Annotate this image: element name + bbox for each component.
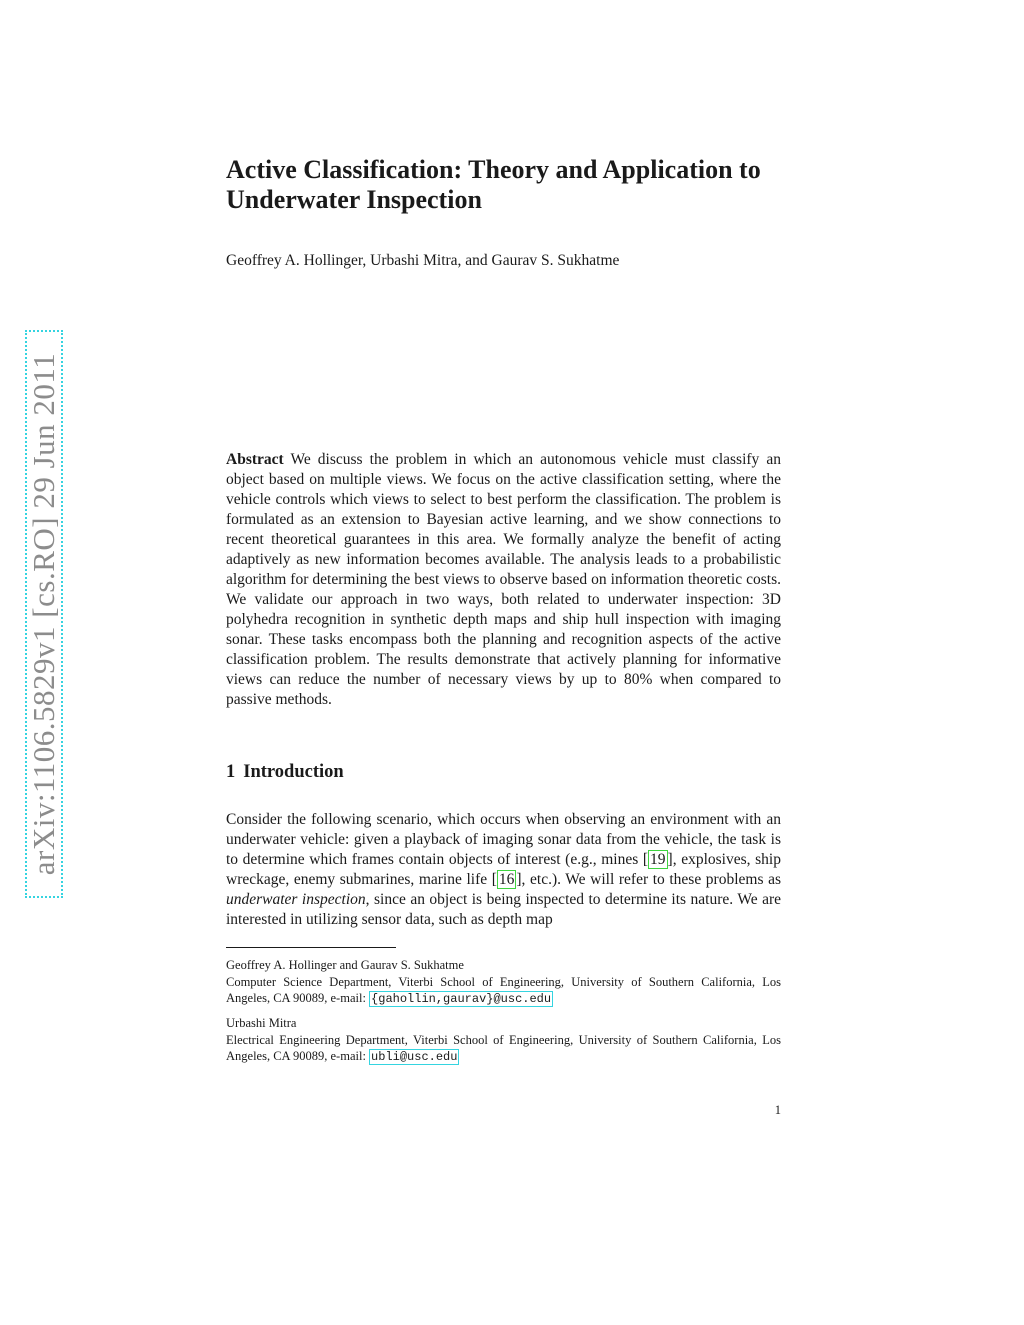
intro-text-1: Consider the following scenario, which occurs when observing an environment with an underwater vehicle: given a playback of imaging sonar data from the vehicle, the task is to determine which frames contain objects of interest (e.g., mines [ [226, 811, 781, 868]
page-number: 1 [774, 1103, 781, 1117]
intro-text-3: ], etc.). We will refer to these problems as [516, 871, 781, 888]
abstract-label: Abstract [226, 451, 284, 468]
footnote-author-name: Urbashi Mitra [226, 1016, 297, 1030]
abstract-text: We discuss the problem in which an autonomous vehicle must classify an object based on multiple views. We focus on the active classification setting, where the vehicle controls which views to select to best perform the classification. The problem is formulated as an extension to Bayesian active learning, and we show connections to recent theoretical guarantees in this area. We formally analyze the benefit of acting adaptively as new information becomes available. The analysis leads to a probabilistic algorithm for determining the best views to observe based on information theoretic costs. We validate our approach in two ways, both related to underwater inspection: 3D polyhedra recognition in synthetic depth maps and ship hull inspection with imaging sonar. These tasks encompass both the planning and recognition aspects of the active classification problem. The results demonstrate that actively planning for informative views can reduce the number of necessary views by up to 80% when compared to passive methods. [226, 451, 781, 708]
arxiv-stamp[interactable] [25, 330, 63, 898]
footnote-affiliation-text: Computer Science Department, Viterbi School of Engineering, University of Southern California, Los Angeles, CA 90089, e-mail: [226, 974, 781, 1005]
author-footnote [226, 957, 781, 1008]
section-heading [226, 762, 344, 783]
paper-title-line-1: Active Classification: Theory and Application to [226, 155, 761, 184]
intro-emphasis: underwater inspection [226, 891, 366, 908]
section-title: Introduction [243, 762, 344, 782]
intro-text-2: ], explosives, ship wreckage, enemy submarines, marine life [ [226, 851, 781, 888]
footnote-author-name: Geoffrey A. Hollinger and Gaurav S. Sukhatme [226, 958, 464, 972]
footnote-affiliation-text: Electrical Engineering Department, Viterbi School of Engineering, University of Southern California, Los Angeles, CA 90089, e-mail: [226, 1032, 781, 1063]
author-list: Geoffrey A. Hollinger, Urbashi Mitra, and Gaurav S. Sukhatme [226, 252, 620, 269]
paper-title [226, 155, 826, 215]
intro-text-4: , since an object is being inspected to determine its nature. We are interested in utilizing sensor data, such as depth map [226, 891, 781, 928]
footnote-affiliation [226, 974, 781, 1008]
paper-title-line-2: Underwater Inspection [226, 185, 482, 214]
footnote-divider [226, 947, 396, 948]
email-link[interactable]: ubli@usc.edu [371, 1050, 458, 1064]
abstract [226, 450, 781, 710]
section-number: 1 [226, 762, 236, 782]
arxiv-identifier: arXiv:1106.5829v1 [cs.RO] 29 Jun 2011 [26, 352, 61, 876]
citation-link[interactable]: 16 [498, 871, 515, 888]
author-footnote [226, 1015, 781, 1066]
citation-link[interactable]: 19 [650, 851, 666, 868]
footnote-affiliation [226, 1032, 781, 1066]
introduction-paragraph [226, 810, 781, 930]
email-link[interactable]: {gahollin,gaurav}@usc.edu [371, 992, 552, 1006]
